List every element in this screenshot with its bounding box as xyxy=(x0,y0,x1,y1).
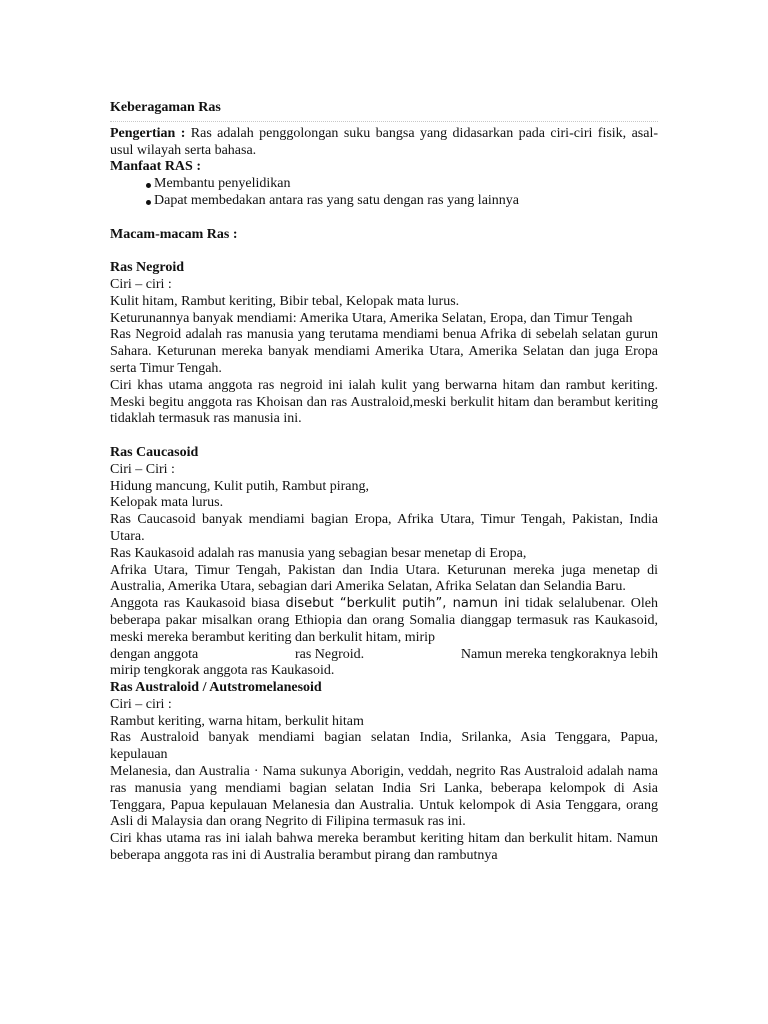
caucasoid-p3-segment: dengan anggota xyxy=(110,646,199,662)
caucasoid-p3-part-a: Anggota ras Kaukasoid biasa xyxy=(110,596,286,612)
caucasoid-paragraph-2b: Afrika Utara, Timur Tengah, Pakistan dan India Utara. Keturunan mereka juga menetap di Australia, Amerika Utara, sebagian dari Amerika Selatan, Afrika Selatan dan Selandia Baru. xyxy=(110,562,658,595)
caucasoid-ciri-1: Hidung mancung, Kulit putih, Rambut pirang, xyxy=(110,478,369,494)
caucasoid-ciri-2: Kelopak mata lurus. xyxy=(110,495,224,511)
manfaat-heading: Manfaat RAS : xyxy=(110,159,201,175)
caucasoid-p3-part-c: tidak selalubenar. Oleh beberapa pakar misalkan orang Ethiopia dan orang Somalia dianggap termasuk ras Kaukasoid, meski mereka berambut keriting dan berkulit hitam, mirip xyxy=(110,596,658,645)
australoid-paragraph-2: Melanesia, dan Australia · Nama sukunya Aborigin, veddah, negrito Ras Australoid adalah nama ras manusia yang mendiami bagian selatan India Sri Lanka, beberapa kelompok di Asia Tenggara, Papua kepulauan Melanesia dan Australia. Untuk kelompok di Asia Tenggara, orang Asli di Malaysia dan orang Negrito di Filipina termasuk ras ini. xyxy=(110,764,658,830)
page-title: Keberagaman Ras xyxy=(110,100,658,122)
pengertian-label: Pengertian : xyxy=(110,125,186,141)
australoid-ciri: Rambut keriting, warna hitam, berkulit hitam xyxy=(110,713,364,729)
caucasoid-paragraph-3 xyxy=(110,596,658,646)
caucasoid-p3-part-b: disebut “berkulit putih”, namun ini xyxy=(285,596,520,612)
document-body xyxy=(110,100,658,865)
australoid-paragraph-1: Ras Australoid banyak mendiami bagian selatan India, Srilanka, Asia Tenggara, Papua, kepulauan xyxy=(110,730,658,763)
list-item: Dapat membedakan antara ras yang satu dengan ras yang lainnya xyxy=(146,193,658,210)
pengertian-text: Ras adalah penggolongan suku bangsa yang didasarkan pada ciri-ciri fisik, asal-usul wilayah serta bahasa. xyxy=(110,125,659,158)
caucasoid-p3-segment: Namun mereka tengkoraknya lebih xyxy=(460,646,658,662)
caucasoid-paragraph-2a: Ras Kaukasoid adalah ras manusia yang sebagian besar menetap di Eropa, xyxy=(110,545,527,561)
caucasoid-heading: Ras Caucasoid xyxy=(110,444,199,460)
caucasoid-p3-line xyxy=(110,647,658,664)
negroid-paragraph-2: Ras Negroid adalah ras manusia yang terutama mendiami benua Afrika di sebelah selatan gurun Sahara. Keturunan mereka banyak mendiami Amerika Utara, Amerika Selatan dan juga Eropa serta Timur Tengah. xyxy=(110,327,658,376)
manfaat-list xyxy=(110,176,658,210)
negroid-paragraph-3: Ciri khas utama anggota ras negroid ini ialah kulit yang berwarna hitam dan rambut keriting. Meski begitu anggota ras Khoisan dan ras Australoid,meski berkulit hitam dan berambut keriting tidaklah termasuk ras manusia ini. xyxy=(110,377,658,427)
caucasoid-ciri-label: Ciri – Ciri : xyxy=(110,461,175,477)
negroid-ciri: Kulit hitam, Rambut keriting, Bibir tebal, Kelopak mata lurus. xyxy=(110,293,460,309)
list-item: Membantu penyelidikan xyxy=(146,176,658,193)
australoid-ciri-label: Ciri – ciri : xyxy=(110,696,172,712)
negroid-paragraph-1: Keturunannya banyak mendiami: Amerika Utara, Amerika Selatan, Eropa, dan Timur Tengah xyxy=(110,310,633,326)
australoid-paragraph-3: Ciri khas utama ras ini ialah bahwa mereka berambut keriting hitam dan berkulit hitam. Namun beberapa anggota ras ini di Australia berambut pirang dan rambutnya xyxy=(110,831,658,864)
caucasoid-p3-end: mirip tengkorak anggota ras Kaukasoid. xyxy=(110,663,335,679)
caucasoid-p3-segment: ras Negroid. xyxy=(294,646,365,662)
negroid-heading: Ras Negroid xyxy=(110,260,185,276)
australoid-heading: Ras Australoid / Autstromelanesoid xyxy=(110,680,322,696)
negroid-ciri-label: Ciri – ciri : xyxy=(110,276,172,292)
macam-heading: Macam-macam Ras : xyxy=(110,226,238,242)
pengertian-paragraph xyxy=(110,126,658,160)
caucasoid-paragraph-1: Ras Caucasoid banyak mendiami bagian Eropa, Afrika Utara, Timur Tengah, Pakistan, India Utara. xyxy=(110,512,658,544)
